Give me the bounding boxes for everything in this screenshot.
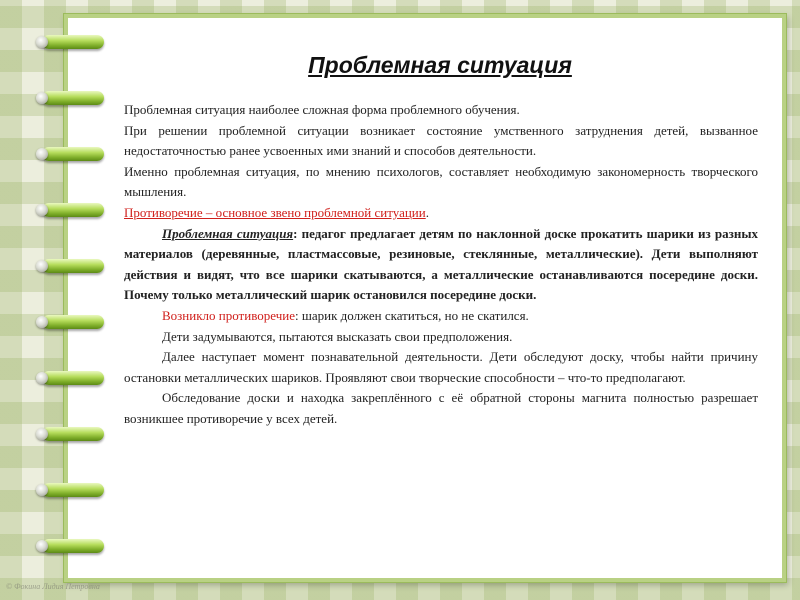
- example-label: Проблемная ситуация: [162, 225, 294, 241]
- example-text: : педагог предлагает детям по наклонной доске прокатить шарики из разных материалов (деревянные, пластмассовые, резиновые, стеклянные, металлические). Дети выполняют действия и видят, что все шарики скатываются, а металлические останавливаются посередине доски. Почему только металлический шарик остановился посередине доски.: [124, 225, 758, 303]
- spiral-ring: [36, 200, 108, 220]
- paragraph-cognitive-activity: Далее наступает момент познавательной деятельности. Дети обследуют доску, чтобы найти причину остановки металлических шариков. Проявляют свои творческие способности – что-то предполагают.: [124, 349, 758, 385]
- spiral-ring: [36, 424, 108, 444]
- spiral-ring: [36, 32, 108, 52]
- slide-title: Проблемная ситуация: [308, 52, 572, 78]
- arisen-contradiction-label: Возникло противоречие: [162, 307, 295, 323]
- paragraph-magnet: Обследование доски и находка закреплённого с её обратной стороны магнита полностью разрешает возникшее противоречие у всех детей.: [124, 390, 758, 426]
- arisen-contradiction-text: : шарик должен скатиться, но не скатился.: [294, 307, 529, 323]
- slide-body: [124, 100, 758, 430]
- spiral-ring: [36, 312, 108, 332]
- spiral-ring: [36, 88, 108, 108]
- paragraph-psychologists: Именно проблемная ситуация, по мнению психологов, составляет необходимую закономерность творческого мышления.: [124, 163, 758, 200]
- paragraph-arisen-contradiction: [124, 306, 758, 327]
- spiral-ring: [36, 256, 108, 276]
- spiral-ring: [36, 536, 108, 556]
- paragraph-definition: Проблемная ситуация наиболее сложная форма проблемного обучения.: [124, 102, 520, 117]
- paragraph-contradiction: [124, 203, 758, 224]
- paragraph-difficulty: При решении проблемной ситуации возникает состояние умственного затруднения детей, вызванное недостаточностью ранее усвоенных ими знаний и способов деятельности.: [124, 122, 758, 159]
- contradiction-period: .: [425, 204, 429, 220]
- paragraph-children-think: Дети задумываются, пытаются высказать свои предположения.: [162, 328, 513, 344]
- contradiction-highlight: Противоречие – основное звено проблемной ситуации: [124, 204, 426, 220]
- author-watermark: © Фокина Лидия Петровна: [6, 582, 100, 591]
- spiral-ring: [36, 480, 108, 500]
- spiral-ring: [36, 144, 108, 164]
- paragraph-example: [124, 224, 758, 306]
- spiral-ring: [36, 368, 108, 388]
